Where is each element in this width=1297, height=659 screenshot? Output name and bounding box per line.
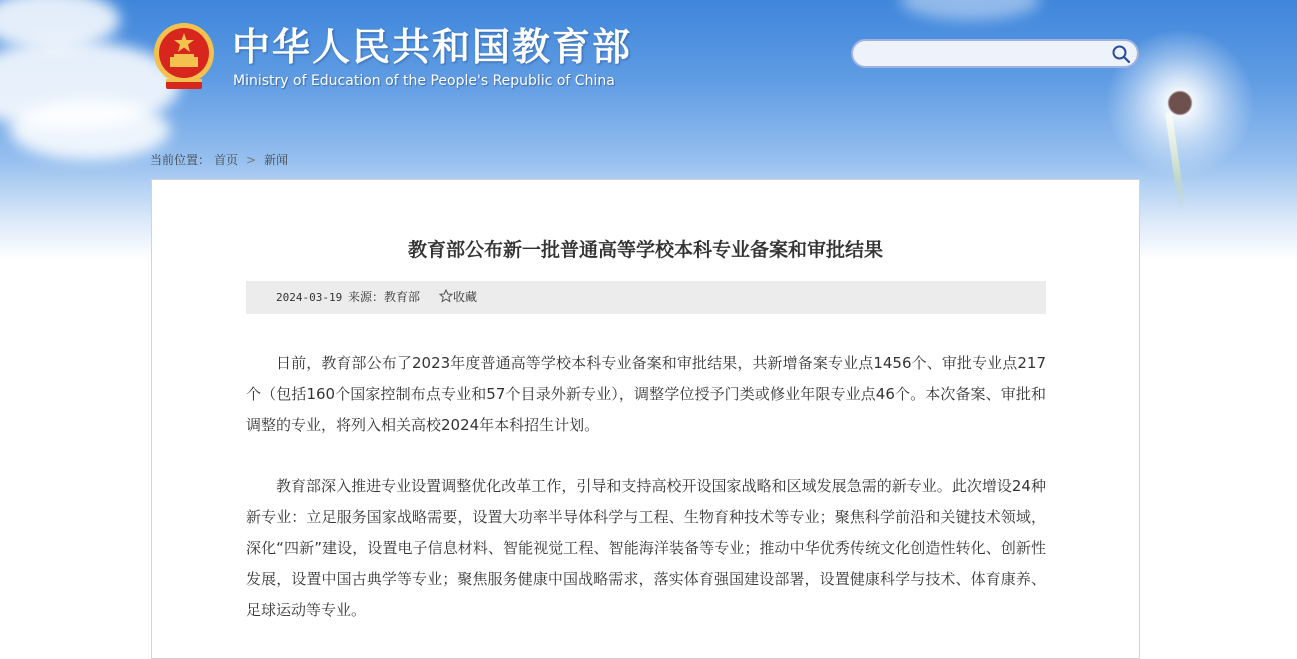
site-title[interactable]: 中华人民共和国教育部 — [232, 25, 633, 69]
search-icon[interactable] — [1111, 44, 1131, 64]
national-emblem-icon[interactable] — [152, 21, 216, 93]
site-subtitle: Ministry of Education of the People's Republic of China — [233, 73, 615, 89]
cloud-decoration — [10, 100, 170, 160]
breadcrumb-home-link[interactable]: 首页 — [214, 153, 239, 167]
favorite-label: 收藏 — [453, 290, 478, 304]
article-meta-bar — [246, 281, 1046, 314]
breadcrumb-label: 当前位置： — [150, 153, 211, 167]
breadcrumb-news-link[interactable]: 新闻 — [264, 153, 289, 167]
article-paragraph: 教育部深入推进专业设置调整优化改革工作，引导和支持高校开设国家战略和区域发展急需的新专业。此次增设24种新专业：立足服务国家战略需要，设置大功率半导体科学与工程、生物育种技术等专业；聚焦科学前沿和关键技术领域，深化“四新”建设，设置电子信息材料、智能视觉工程、智能海洋装备等专业；推动中华优秀传统文化创造性转化、创新性发展，设置中国古典学等专业；聚焦服务健康中国战略需求，落实体育强国建设部署，设置健康科学与技术、体育康养、足球运动等专业。 — [246, 477, 1046, 619]
cloud-decoration — [900, 0, 1040, 20]
publish-date: 2024-03-19 — [276, 291, 343, 304]
article-container — [151, 179, 1140, 659]
star-icon — [439, 289, 453, 303]
search-box — [851, 39, 1139, 68]
favorite-button[interactable] — [439, 281, 477, 314]
article-source: 来源：教育部 — [348, 290, 421, 304]
article-title: 教育部公布新一批普通高等学校本科专业备案和审批结果 — [407, 239, 883, 261]
article-body — [246, 348, 1046, 656]
breadcrumb-separator-icon: > — [246, 153, 257, 167]
article-paragraph: 日前，教育部公布了2023年度普通高等学校本科专业备案和审批结果，共新增备案专业点1456个、审批专业点217个（包括160个国家控制布点专业和57个目录外新专业），调整学位授予门类或修业年限专业点46个。本次备案、审批和调整的专业，将列入相关高校2024年本科招生计划。 — [246, 354, 1046, 434]
search-input[interactable] — [863, 44, 1107, 65]
breadcrumb — [150, 151, 288, 168]
